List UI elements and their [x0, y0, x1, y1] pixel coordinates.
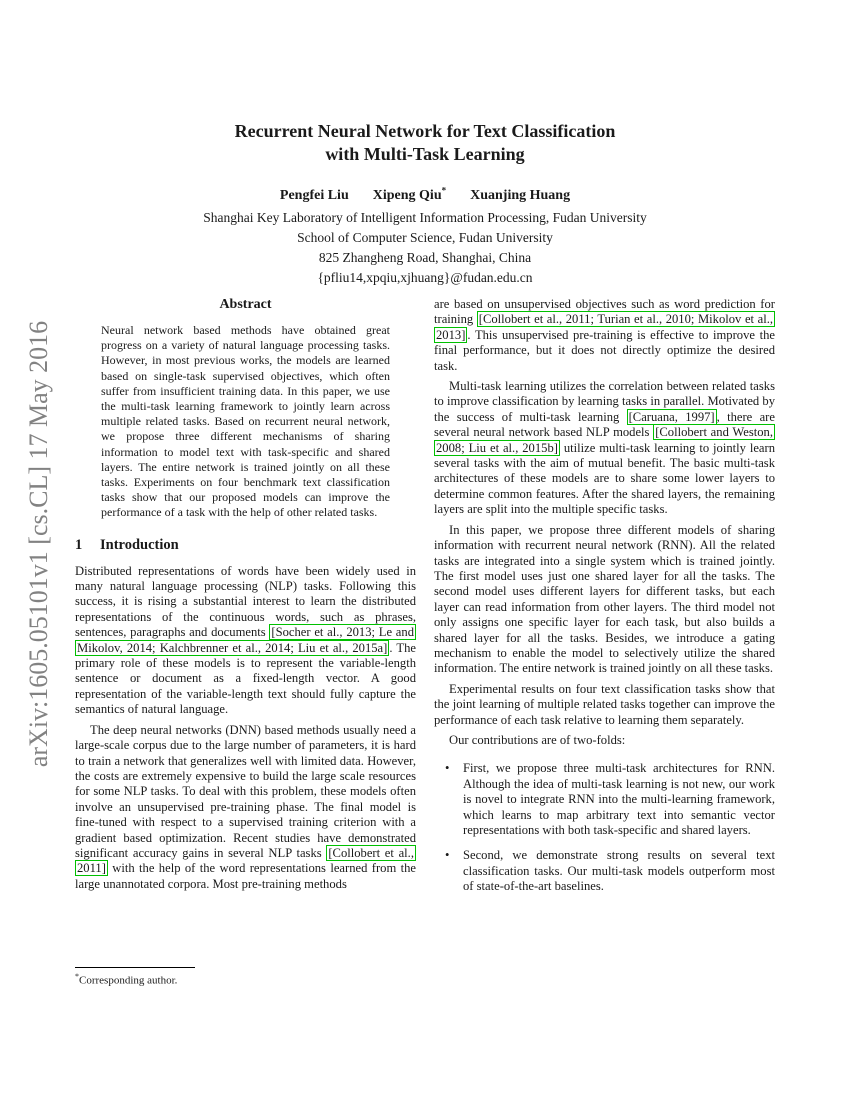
affiliation-line: Shanghai Key Laboratory of Intelligent Information Processing, Fudan University — [203, 209, 647, 225]
affiliation-line: 825 Zhangheng Road, Shanghai, China — [318, 249, 532, 265]
body-text: . The primary role of these models is to represent the variable-length sentence or document as a fixed-length vector. A good representation of the variable-length text should fully capture the semantics of natural language. — [75, 640, 417, 717]
citation-link[interactable]: [Collobert et al., 2011; Turian et al., 2010; Mikolov et al., 2013] — [436, 312, 773, 342]
paper-title-line1: Recurrent Neural Network for Text Classification — [234, 121, 616, 141]
author — [280, 188, 349, 203]
contribution-list — [434, 761, 775, 894]
footnote-text — [75, 972, 416, 987]
two-column-body — [75, 297, 775, 987]
bullet-text: Second, we demonstrate strong results on several text classification tasks. Our multi-task models outperform most of state-of-the-art baselines. — [463, 848, 775, 894]
affiliation-block — [75, 208, 775, 288]
section-heading-introduction — [75, 537, 416, 554]
abstract-heading: Abstract — [219, 297, 272, 312]
paper-title — [75, 120, 775, 166]
footnote-label: Corresponding author. — [79, 975, 178, 987]
citation-link[interactable]: [Collobert et al., 2011] — [77, 845, 414, 876]
author-name: Xuanjing Huang — [470, 187, 571, 203]
paragraph — [434, 379, 775, 518]
author-footnote-mark: * — [441, 185, 447, 195]
paragraph: Experimental results on four text classification tasks show that the joint learning of multiple related tasks together can improve the performance of each task relative to learning them separately. — [434, 681, 775, 727]
paper-title-line2: with Multi-Task Learning — [325, 144, 525, 164]
body-text: , there are several neural network based NLP models — [434, 409, 775, 440]
body-text: utilize multi-task learning to jointly learn several tasks with the aim of mutual benefit. The basic multi-task architectures of these models are to share some lower layers to determine common features. After the shared layers, the remaining layers are split into the multiple specific tasks. — [434, 440, 776, 517]
paragraph: Our contributions are of two-folds: — [449, 732, 626, 747]
footnote — [75, 967, 416, 987]
list-item — [434, 761, 775, 838]
paragraph — [75, 564, 416, 718]
body-text: The deep neural networks (DNN) based methods usually need a large-scale corpus due to the large number of parameters, it is hard to train a network that generalizes well with limited data. However, the costs are extremely expensive to build the large scale resources for some NLP tasks. To deal with this problem, these models often involve an unsupervised pre-training phase. The final model is fine-tuned with respect to a supervised training criterion with a gradient based optimization. Recent studies have demonstrated significant accuracy gains in several NLP tasks — [75, 722, 416, 860]
list-item — [434, 848, 775, 894]
email-line: {pfliu14,xpqiu,xjhuang}@fudan.edu.cn — [317, 269, 533, 285]
section-number: 1 — [75, 536, 83, 553]
left-column — [75, 297, 416, 987]
author — [372, 185, 447, 203]
right-column — [434, 297, 775, 987]
citation-link[interactable]: [Collobert and Weston, 2008; Liu et al., 2015b] — [436, 425, 773, 455]
paper-header — [75, 120, 775, 288]
paragraph — [434, 297, 775, 374]
abstract-text: Neural network based methods have obtained great progress on a variety of natural language processing tasks. However, in most previous works, the models are learned based on single-task supervised objectives, which often suffer from insufficient training data. In this paper, we use the multi-task learning framework to jointly learn across multiple related tasks. Based on recurrent neural network, we propose three different mechanisms of sharing information to model text with task-specific and shared layers. The entire network is trained jointly on all these tasks. Experiments on four benchmark text classification tasks show that our proposed models can improve the performance of a task with the help of other related tasks. — [101, 323, 390, 520]
footnote-rule — [75, 967, 195, 968]
bullet-icon: • — [445, 761, 450, 776]
body-text: with the help of the word representations learned from the large unannotated corpora. Most pre-training methods — [75, 861, 416, 891]
paragraph: In this paper, we propose three different models of sharing information with recurrent neural network (RNN). All the related tasks are integrated into a single system which is trained jointly. The first model uses just one shared layer for all the tasks. The second model uses different layers for different tasks, but each layer can read information from other layers. The third model not only assigns one specific layer for each task, but also builds a shared layer for all the tasks. Besides, we introduce a gating mechanism to enable the model to selectively utilize the shared information. The entire network is trained jointly on all these tasks. — [434, 522, 775, 676]
body-text: . This unsupervised pre-training is effective to improve the final performance, but it does not directly optimize the desired task. — [434, 327, 775, 373]
body-text: are based on unsupervised objectives such as word prediction for training — [434, 297, 775, 327]
arxiv-watermark: arXiv:1605.05101v1 [cs.CL] 17 May 2016 — [24, 320, 53, 768]
author — [470, 188, 570, 203]
author-name: Pengfei Liu — [279, 187, 349, 203]
affiliation-line: School of Computer Science, Fudan University — [297, 229, 553, 245]
footnote-mark: * — [75, 972, 79, 982]
bullet-text: First, we propose three multi-task architectures for RNN. Although the idea of multi-task learning is not new, our work is novel to integrate RNN into the multi-learning framework, which learns to map arbitrary text into semantic vector representations with both task-specific and shared layers. — [463, 761, 775, 837]
paragraph — [75, 723, 416, 892]
body-text: Distributed representations of words have been widely used in many natural language processing (NLP) tasks. Following this success, it is rising a substantial interest to learn the distributed representations of the continuous words, such as phrases, sentences, paragraphs and documents — [75, 563, 416, 640]
author-name: Xipeng Qiu — [372, 187, 442, 203]
bullet-icon: • — [445, 848, 450, 863]
citation-link[interactable]: [Caruana, 1997] — [628, 409, 715, 424]
section-title: Introduction — [100, 536, 179, 553]
citation-link[interactable]: [Socher et al., 2013; Le and Mikolov, 2014; Kalchbrenner et al., 2014; Liu et al., 2015a] — [77, 625, 414, 655]
body-text: Multi-task learning utilizes the correlation between related tasks to improve classification by learning tasks in parallel. Motivated by the success of multi-task learning — [434, 379, 775, 424]
author-list — [75, 185, 775, 204]
